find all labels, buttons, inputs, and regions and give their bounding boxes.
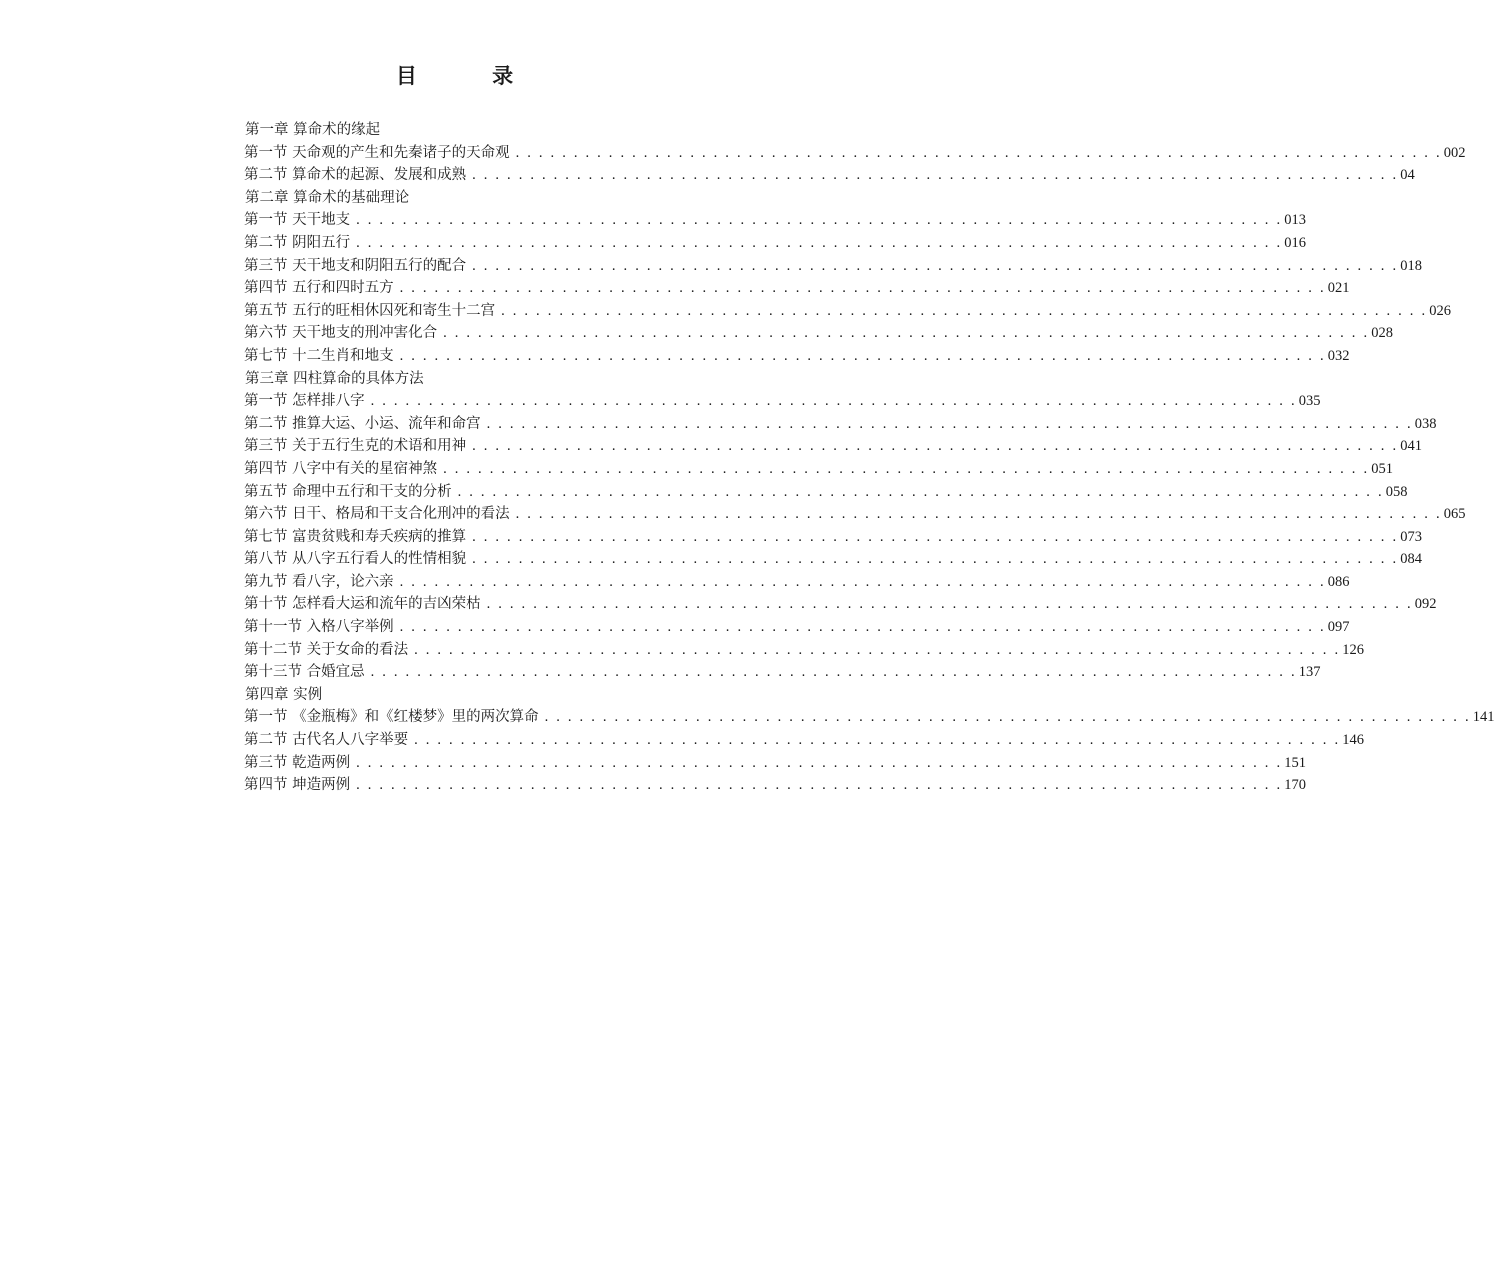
toc-leader-dots: . . . . . . . . . . . . . . . . . . . . . . . . . . . . . . . . . . . . . . . . . . . . . . . . . . . . . . . . . . . . . . . . . . . . . . . . . . . . . . . . bbox=[399, 347, 1326, 364]
toc-entry-label: 第四节 五行和四时五方 bbox=[244, 280, 394, 297]
toc-entry-label: 第四章 实例 bbox=[245, 686, 323, 703]
toc-page-number: 065 bbox=[1443, 506, 1466, 523]
toc-entry bbox=[244, 729, 1365, 752]
toc-entry bbox=[244, 232, 1307, 255]
toc-entry-label: 第二节 推算大运、小运、流年和命宫 bbox=[244, 415, 481, 432]
toc-entry bbox=[244, 752, 1307, 775]
toc-entry bbox=[244, 435, 1423, 458]
toc-entry-label: 第二节 阴阳五行 bbox=[244, 234, 351, 251]
toc-entry bbox=[244, 164, 1415, 187]
toc-page-number: 018 bbox=[1400, 257, 1423, 274]
toc-entry-label: 第一节 天干地支 bbox=[244, 212, 351, 229]
toc-leader-dots: . . . . . . . . . . . . . . . . . . . . . . . . . . . . . . . . . . . . . . . . . . . . . . . . . . . . . . . . . . . . . . . . . . . . . . . . . . . . . . . . bbox=[472, 257, 1399, 274]
toc-entry bbox=[244, 390, 1321, 413]
toc-entry-label: 第十二节 关于女命的看法 bbox=[244, 641, 409, 658]
toc-page-number: 097 bbox=[1327, 619, 1350, 636]
toc-leader-dots: . . . . . . . . . . . . . . . . . . . . . . . . . . . . . . . . . . . . . . . . . . . . . . . . . . . . . . . . . . . . . . . . . . . . . . . . . . . . . . . . bbox=[501, 302, 1428, 319]
toc-entry-label: 第一节 天命观的产生和先秦诸子的天命观 bbox=[244, 144, 510, 161]
toc-page-number: 092 bbox=[1414, 596, 1437, 613]
toc-entry-label: 第六节 日干、格局和干支合化刑冲的看法 bbox=[244, 506, 510, 523]
toc-page-number: 126 bbox=[1342, 641, 1365, 658]
toc-entry-label: 第一节 《金瓶梅》和《红楼梦》里的两次算命 bbox=[244, 709, 539, 726]
toc-leader-dots: . . . . . . . . . . . . . . . . . . . . . . . . . . . . . . . . . . . . . . . . . . . . . . . . . . . . . . . . . . . . . . . . . . . . . . . . . . . . . . . . bbox=[414, 732, 1341, 749]
toc-entry bbox=[244, 616, 1350, 639]
toc-leader-dots: . . . . . . . . . . . . . . . . . . . . . . . . . . . . . . . . . . . . . . . . . . . . . . . . . . . . . . . . . . . . . . . . . . . . . . . . . . . . . . . . bbox=[414, 641, 1341, 658]
toc-entry bbox=[244, 774, 1307, 797]
toc-leader-dots: . . . . . . . . . . . . . . . . . . . . . . . . . . . . . . . . . . . . . . . . . . . . . . . . . . . . . . . . . . . . . . . . . . . . . . . . . . . . . . . . bbox=[472, 528, 1399, 545]
toc-entry-label: 第八节 从八字五行看人的性情相貌 bbox=[244, 551, 467, 568]
toc-entry-label: 第六节 天干地支的刑冲害化合 bbox=[244, 325, 438, 342]
toc-page-number: 032 bbox=[1327, 347, 1350, 364]
toc-entry bbox=[244, 706, 1495, 729]
toc-entry bbox=[244, 300, 1452, 323]
toc-leader-dots: . . . . . . . . . . . . . . . . . . . . . . . . . . . . . . . . . . . . . . . . . . . . . . . . . . . . . . . . . . . . . . . . . . . . . . . . . . . . . . . . bbox=[399, 573, 1326, 590]
toc-entry-label: 第九节 看八字，论六亲 bbox=[244, 573, 394, 590]
toc-leader-dots: . . . . . . . . . . . . . . . . . . . . . . . . . . . . . . . . . . . . . . . . . . . . . . . . . . . . . . . . . . . . . . . . . . . . . . . . . . . . . . . . bbox=[356, 777, 1283, 794]
toc-entry-label: 第三节 天干地支和阴阳五行的配合 bbox=[244, 257, 467, 274]
toc-entry-label: 第四节 八字中有关的星宿神煞 bbox=[244, 460, 438, 477]
toc-entry-label: 第一节 怎样排八字 bbox=[244, 393, 365, 410]
toc-entry bbox=[244, 593, 1437, 616]
toc-page-number: 151 bbox=[1284, 754, 1307, 771]
toc-leader-dots: . . . . . . . . . . . . . . . . . . . . . . . . . . . . . . . . . . . . . . . . . . . . . . . . . . . . . . . . . . . . . . . . . . . . . . . . . . . . . . . . bbox=[399, 619, 1326, 636]
table-of-contents bbox=[244, 119, 1495, 797]
toc-entry-label: 第五节 五行的旺相休囚死和寄生十二宫 bbox=[244, 302, 496, 319]
toc-page-number: 170 bbox=[1284, 777, 1307, 794]
toc-entry-label: 第三节 关于五行生克的术语和用神 bbox=[244, 438, 467, 455]
toc-page-number: 035 bbox=[1298, 393, 1321, 410]
toc-page-number: 041 bbox=[1400, 438, 1423, 455]
toc-entry bbox=[244, 255, 1423, 278]
toc-leader-dots: . . . . . . . . . . . . . . . . . . . . . . . . . . . . . . . . . . . . . . . . . . . . . . . . . . . . . . . . . . . . . . . . . . . . . . . . . . . . . . . . bbox=[544, 709, 1471, 726]
toc-chapter bbox=[244, 119, 664, 142]
toc-page-number: 058 bbox=[1385, 483, 1408, 500]
toc-page-number: 146 bbox=[1342, 732, 1365, 749]
toc-leader-dots: . . . . . . . . . . . . . . . . . . . . . . . . . . . . . . . . . . . . . . . . . . . . . . . . . . . . . . . . . . . . . . . . . . . . . . . . . . . . . . . . bbox=[443, 325, 1370, 342]
toc-leader-dots: . . . . . . . . . . . . . . . . . . . . . . . . . . . . . . . . . . . . . . . . . . . . . . . . . . . . . . . . . . . . . . . . . . . . . . . . . . . . . . . . bbox=[486, 596, 1413, 613]
toc-entry bbox=[244, 458, 1394, 481]
toc-page-number: 051 bbox=[1371, 460, 1394, 477]
toc-entry bbox=[244, 209, 1307, 232]
toc-page-number: 086 bbox=[1327, 573, 1350, 590]
toc-leader-dots: . . . . . . . . . . . . . . . . . . . . . . . . . . . . . . . . . . . . . . . . . . . . . . . . . . . . . . . . . . . . . . . . . . . . . . . . . . . . . . . . bbox=[370, 393, 1297, 410]
toc-entry-label: 第一章 算命术的缘起 bbox=[245, 122, 381, 138]
toc-entry bbox=[244, 639, 1365, 662]
toc-leader-dots: . . . . . . . . . . . . . . . . . . . . . . . . . . . . . . . . . . . . . . . . . . . . . . . . . . . . . . . . . . . . . . . . . . . . . . . . . . . . . . . . bbox=[443, 460, 1370, 477]
toc-entry bbox=[244, 481, 1408, 504]
toc-entry bbox=[244, 322, 1394, 345]
toc-entry-label: 第七节 富贵贫贱和寿夭疾病的推算 bbox=[244, 528, 467, 545]
toc-page-number: 016 bbox=[1284, 234, 1307, 251]
toc-entry-label: 第二章 算命术的基础理论 bbox=[245, 189, 410, 206]
toc-leader-dots: . . . . . . . . . . . . . . . . . . . . . . . . . . . . . . . . . . . . . . . . . . . . . . . . . . . . . . . . . . . . . . . . . . . . . . . . . . . . . . . . bbox=[370, 664, 1297, 681]
toc-leader-dots: . . . . . . . . . . . . . . . . . . . . . . . . . . . . . . . . . . . . . . . . . . . . . . . . . . . . . . . . . . . . . . . . . . . . . . . . . . . . . . . . bbox=[356, 212, 1283, 229]
toc-leader-dots: . . . . . . . . . . . . . . . . . . . . . . . . . . . . . . . . . . . . . . . . . . . . . . . . . . . . . . . . . . . . . . . . . . . . . . . . . . . . . . . . bbox=[472, 167, 1399, 184]
toc-entry-label: 第十三节 合婚宜忌 bbox=[244, 664, 365, 681]
toc-entry bbox=[244, 277, 1350, 300]
toc-entry-label: 第三章 四柱算命的具体方法 bbox=[245, 370, 424, 387]
toc-page-number: 084 bbox=[1400, 551, 1423, 568]
toc-leader-dots: . . . . . . . . . . . . . . . . . . . . . . . . . . . . . . . . . . . . . . . . . . . . . . . . . . . . . . . . . . . . . . . . . . . . . . . . . . . . . . . . bbox=[356, 234, 1283, 251]
toc-page-number: 028 bbox=[1371, 325, 1394, 342]
toc-entry bbox=[244, 661, 1321, 684]
toc-page-number: 137 bbox=[1298, 664, 1321, 681]
toc-leader-dots: . . . . . . . . . . . . . . . . . . . . . . . . . . . . . . . . . . . . . . . . . . . . . . . . . . . . . . . . . . . . . . . . . . . . . . . . . . . . . . . . bbox=[515, 506, 1442, 523]
toc-entry-label: 第十一节 入格八字举例 bbox=[244, 619, 394, 636]
toc-chapter bbox=[244, 368, 664, 391]
toc-page-number: 002 bbox=[1443, 144, 1466, 161]
toc-leader-dots: . . . . . . . . . . . . . . . . . . . . . . . . . . . . . . . . . . . . . . . . . . . . . . . . . . . . . . . . . . . . . . . . . . . . . . . . . . . . . . . . bbox=[356, 754, 1283, 771]
toc-chapter bbox=[244, 187, 664, 210]
toc-leader-dots: . . . . . . . . . . . . . . . . . . . . . . . . . . . . . . . . . . . . . . . . . . . . . . . . . . . . . . . . . . . . . . . . . . . . . . . . . . . . . . . . bbox=[472, 438, 1399, 455]
toc-entry-label: 第七节 十二生肖和地支 bbox=[244, 347, 394, 364]
toc-leader-dots: . . . . . . . . . . . . . . . . . . . . . . . . . . . . . . . . . . . . . . . . . . . . . . . . . . . . . . . . . . . . . . . . . . . . . . . . . . . . . . . . bbox=[472, 551, 1399, 568]
toc-entry bbox=[244, 345, 1350, 368]
toc-page-number: 141 bbox=[1472, 709, 1495, 726]
toc-entry-label: 第四节 坤造两例 bbox=[244, 777, 351, 794]
toc-leader-dots: . . . . . . . . . . . . . . . . . . . . . . . . . . . . . . . . . . . . . . . . . . . . . . . . . . . . . . . . . . . . . . . . . . . . . . . . . . . . . . . . bbox=[486, 415, 1413, 432]
toc-entry-label: 第三节 乾造两例 bbox=[244, 754, 351, 771]
toc-page-number: 013 bbox=[1284, 212, 1307, 229]
toc-page-number: 021 bbox=[1327, 280, 1350, 297]
toc-entry bbox=[244, 413, 1437, 436]
toc-page-number: 026 bbox=[1429, 302, 1452, 319]
toc-page-number: 038 bbox=[1414, 415, 1437, 432]
toc-entry-label: 第五节 命理中五行和干支的分析 bbox=[244, 483, 452, 500]
page-title: 目 录 bbox=[395, 64, 548, 88]
toc-entry-label: 第二节 古代名人八字举要 bbox=[244, 732, 409, 749]
toc-page-number: 073 bbox=[1400, 528, 1423, 545]
toc-entry bbox=[244, 503, 1466, 526]
toc-entry-label: 第十节 怎样看大运和流年的吉凶荣枯 bbox=[244, 596, 481, 613]
toc-entry-label: 第二节 算命术的起源、发展和成熟 bbox=[244, 167, 467, 184]
toc-chapter bbox=[244, 684, 664, 707]
toc-entry bbox=[244, 548, 1423, 571]
toc-leader-dots: . . . . . . . . . . . . . . . . . . . . . . . . . . . . . . . . . . . . . . . . . . . . . . . . . . . . . . . . . . . . . . . . . . . . . . . . . . . . . . . . bbox=[515, 144, 1442, 161]
toc-leader-dots: . . . . . . . . . . . . . . . . . . . . . . . . . . . . . . . . . . . . . . . . . . . . . . . . . . . . . . . . . . . . . . . . . . . . . . . . . . . . . . . . bbox=[457, 483, 1384, 500]
toc-entry bbox=[244, 142, 1466, 165]
toc-entry bbox=[244, 571, 1350, 594]
toc-leader-dots: . . . . . . . . . . . . . . . . . . . . . . . . . . . . . . . . . . . . . . . . . . . . . . . . . . . . . . . . . . . . . . . . . . . . . . . . . . . . . . . . bbox=[399, 280, 1326, 297]
toc-entry bbox=[244, 526, 1423, 549]
toc-page-number: 04 bbox=[1400, 167, 1415, 184]
